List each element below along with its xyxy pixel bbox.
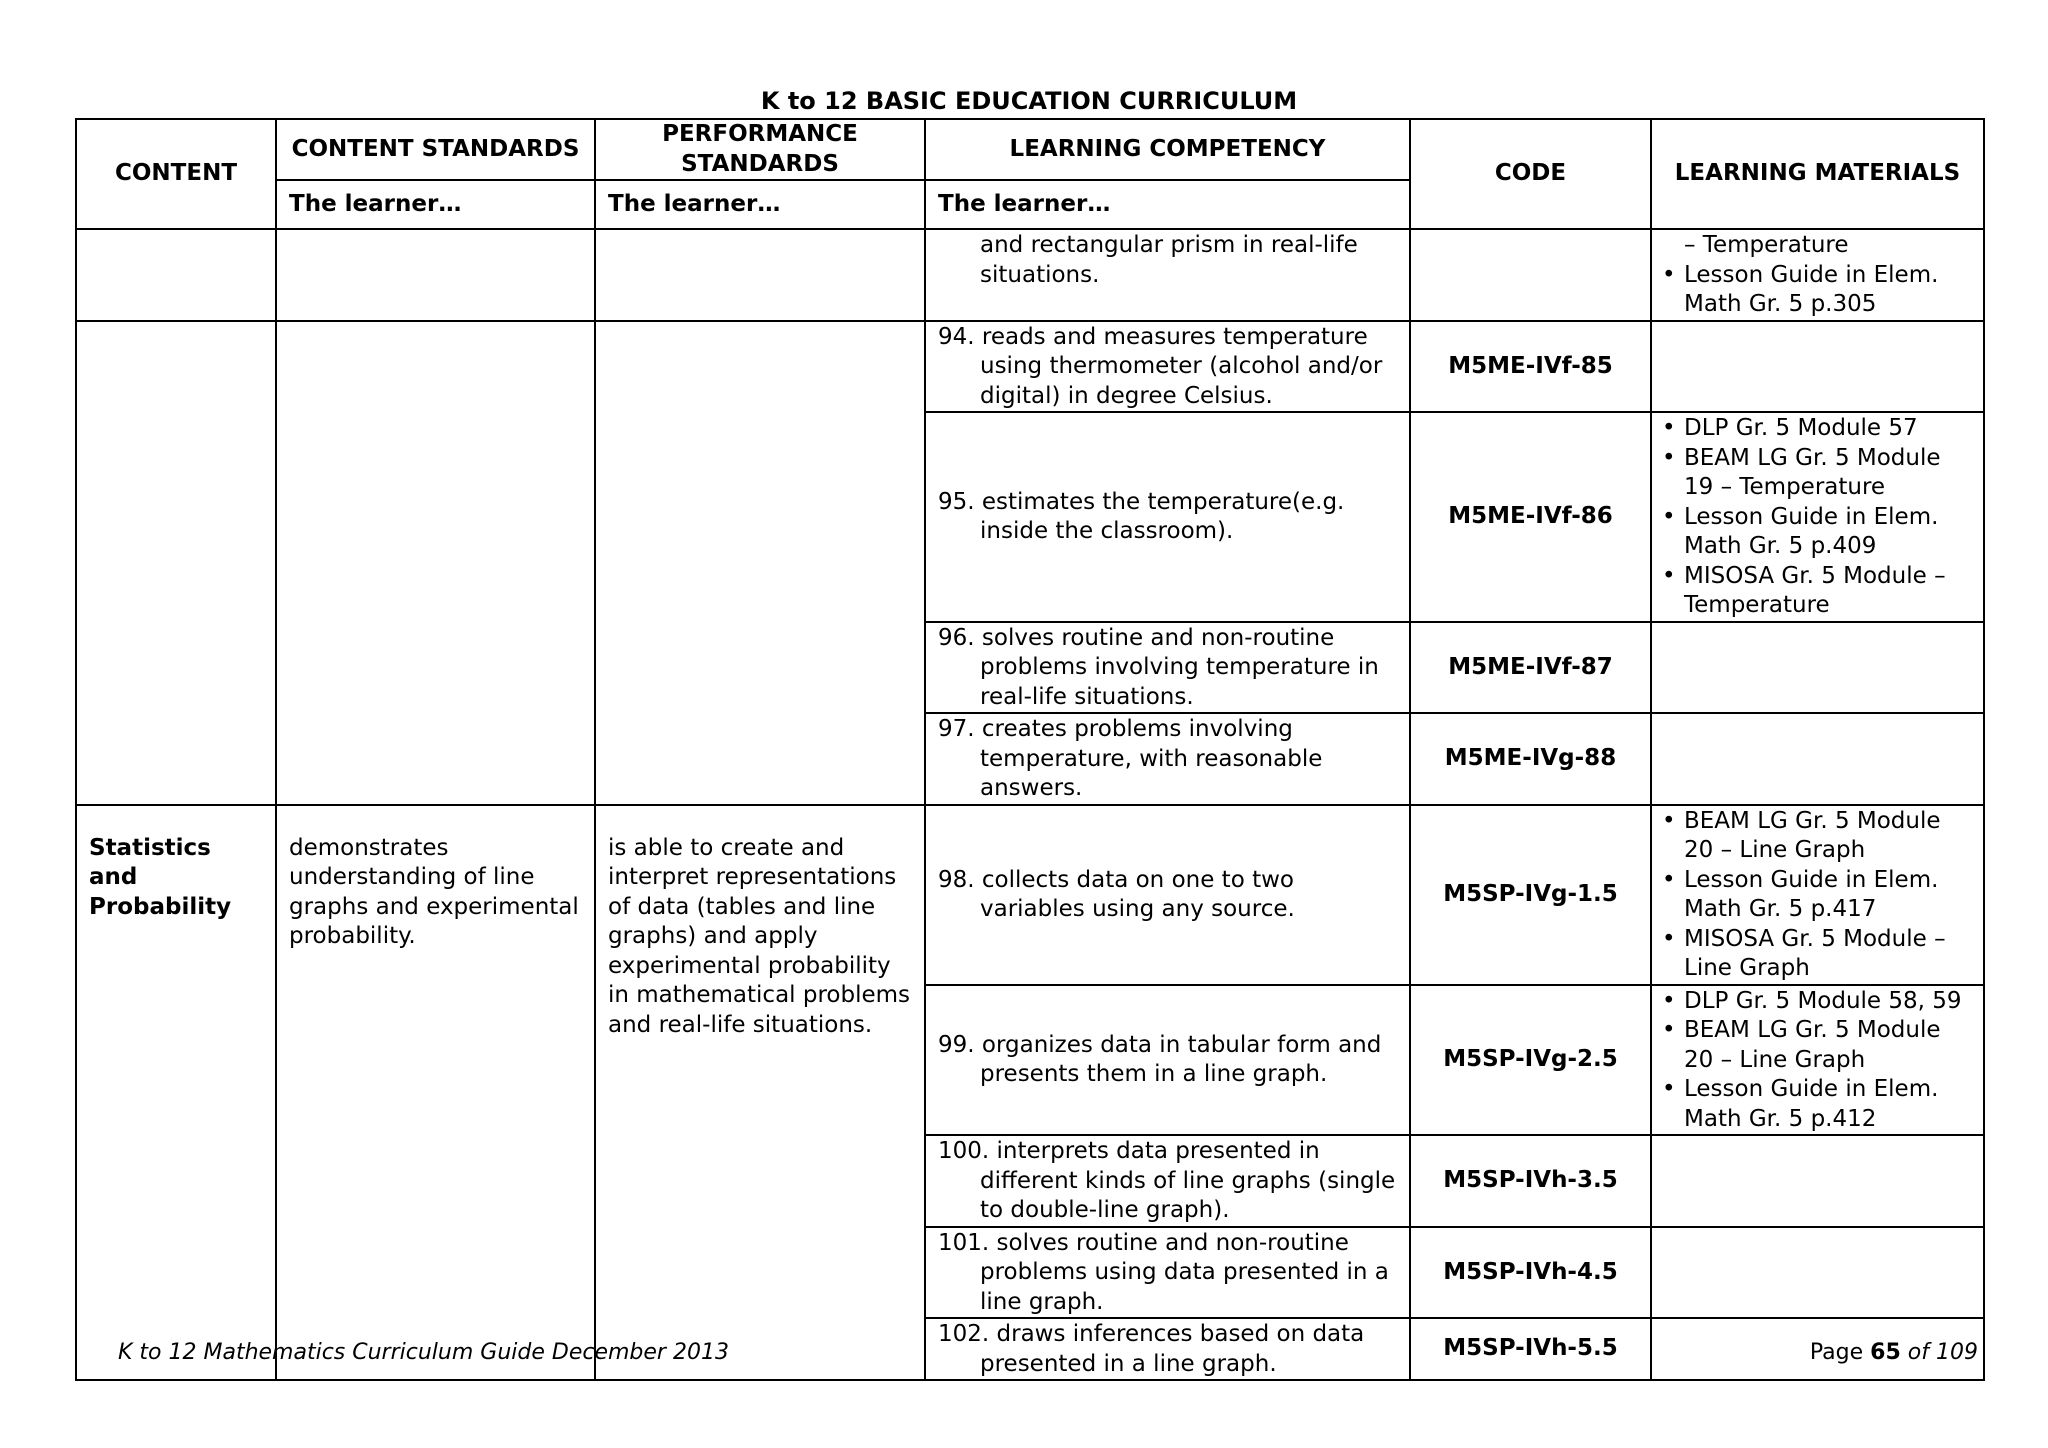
material-item: • MISOSA Gr. 5 Module – Temperature xyxy=(1662,562,1971,621)
table-row xyxy=(76,321,1984,413)
header-learner-ps: The learner… xyxy=(595,180,925,229)
code-cell: M5SP-IVh-4.5 xyxy=(1410,1227,1651,1319)
competency-cell xyxy=(925,985,1410,1136)
material-item: • Lesson Guide in Elem. Math Gr. 5 p.412 xyxy=(1662,1075,1971,1134)
content-cell xyxy=(76,321,276,805)
performance-standard-cell xyxy=(595,229,925,321)
document-title: K to 12 BASIC EDUCATION CURRICULUM xyxy=(760,87,1298,115)
code-cell: M5SP-IVh-5.5 xyxy=(1410,1318,1651,1380)
materials-cell xyxy=(1651,713,1984,805)
competency-cell xyxy=(925,321,1410,413)
material-item: • DLP Gr. 5 Module 58, 59 xyxy=(1662,987,1971,1017)
material-item: • Lesson Guide in Elem. Math Gr. 5 p.417 xyxy=(1662,866,1971,925)
competency-cell xyxy=(925,805,1410,985)
content-standard-cell xyxy=(276,229,595,321)
materials-cell xyxy=(1651,1135,1984,1227)
competency-cell xyxy=(925,622,1410,714)
section-content-standard: demonstrates understanding of line graphs and experimental probability. xyxy=(276,805,595,1381)
content-standard-cell xyxy=(276,321,595,805)
competency-text: 96. solves routine and non-routine problems involving temperature in real-life situations. xyxy=(938,624,1379,710)
code-cell xyxy=(1410,229,1651,321)
header-learner-cs: The learner… xyxy=(276,180,595,229)
competency-text: 102. draws inferences based on data presented in a line graph. xyxy=(938,1321,1365,1377)
section-performance-standard: is able to create and interpret representations of data (tables and line graphs) and apply experimental probability in mathematical problems and real-life situations. xyxy=(595,805,925,1381)
page-label: Page xyxy=(1809,1340,1864,1365)
header-learner-lc: The learner… xyxy=(925,180,1410,229)
code-cell: M5ME-IVg-88 xyxy=(1410,713,1651,805)
code-cell: M5SP-IVh-3.5 xyxy=(1410,1135,1651,1227)
competency-text: 95. estimates the temperature(e.g. inside the classroom). xyxy=(938,488,1345,545)
materials-cell xyxy=(1651,321,1984,413)
header-performance-standards: PERFORMANCE STANDARDS xyxy=(595,119,925,180)
material-item: • DLP Gr. 5 Module 57 xyxy=(1662,414,1971,444)
materials-cell xyxy=(1651,229,1984,321)
competency-text: and rectangular prism in real-life situations. xyxy=(980,232,1358,288)
material-item: • Lesson Guide in Elem. Math Gr. 5 p.409 xyxy=(1662,503,1971,562)
competency-text: 99. organizes data in tabular form and presents them in a line graph. xyxy=(938,1031,1382,1088)
competency-cell xyxy=(925,1227,1410,1319)
performance-standard-cell xyxy=(595,321,925,805)
competency-cell xyxy=(925,412,1410,622)
table-row xyxy=(76,805,1984,985)
code-cell: M5ME-IVf-85 xyxy=(1410,321,1651,413)
materials-cell xyxy=(1651,1227,1984,1319)
competency-cell xyxy=(925,1318,1410,1380)
material-item: – Temperature xyxy=(1684,232,1849,258)
competency-cell xyxy=(925,713,1410,805)
curriculum-table xyxy=(75,118,1985,1381)
header-content: CONTENT xyxy=(76,119,276,229)
competency-cell xyxy=(925,229,1410,321)
material-item: • BEAM LG Gr. 5 Module 20 – Line Graph xyxy=(1662,1016,1971,1075)
header-learning-competency: LEARNING COMPETENCY xyxy=(925,119,1410,180)
code-cell: M5SP-IVg-2.5 xyxy=(1410,985,1651,1136)
competency-text: 98. collects data on one to two variables using any source. xyxy=(938,866,1295,922)
materials-cell xyxy=(1651,805,1984,985)
section-content: Statistics and Probability xyxy=(76,805,276,1381)
page-number: 65 xyxy=(1870,1340,1901,1365)
competency-text: 97. creates problems involving temperature, with reasonable answers. xyxy=(938,716,1323,801)
competency-text: 101. solves routine and non-routine problems using data presented in a line graph. xyxy=(938,1229,1389,1315)
header-content-standards: CONTENT STANDARDS xyxy=(276,119,595,180)
code-cell: M5ME-IVf-86 xyxy=(1410,412,1651,622)
material-item: • BEAM LG Gr. 5 Module 19 – Temperature xyxy=(1662,444,1971,503)
materials-cell xyxy=(1651,985,1984,1136)
competency-text: 100. interprets data presented in different kinds of line graphs (single to double-line graph). xyxy=(938,1138,1396,1223)
material-item: • BEAM LG Gr. 5 Module 20 – Line Graph xyxy=(1662,807,1971,866)
material-item: • Lesson Guide in Elem. Math Gr. 5 p.305 xyxy=(1662,261,1971,320)
table-row xyxy=(76,229,1984,321)
header-code: CODE xyxy=(1410,119,1651,229)
code-cell: M5SP-IVg-1.5 xyxy=(1410,805,1651,985)
competency-text: 94. reads and measures temperature using thermometer (alcohol and/or digital) in degree Celsius. xyxy=(938,323,1383,409)
material-item: • MISOSA Gr. 5 Module – Line Graph xyxy=(1662,925,1971,984)
page-total: of 109 xyxy=(1907,1340,1978,1365)
materials-cell xyxy=(1651,412,1984,622)
materials-cell xyxy=(1651,622,1984,714)
code-cell: M5ME-IVf-87 xyxy=(1410,622,1651,714)
footer-guide-title: K to 12 Mathematics Curriculum Guide December 2013 xyxy=(118,1340,729,1365)
competency-cell xyxy=(925,1135,1410,1227)
header-learning-materials: LEARNING MATERIALS xyxy=(1651,119,1984,229)
footer-page-number xyxy=(1810,1340,1978,1365)
content-cell xyxy=(76,229,276,321)
